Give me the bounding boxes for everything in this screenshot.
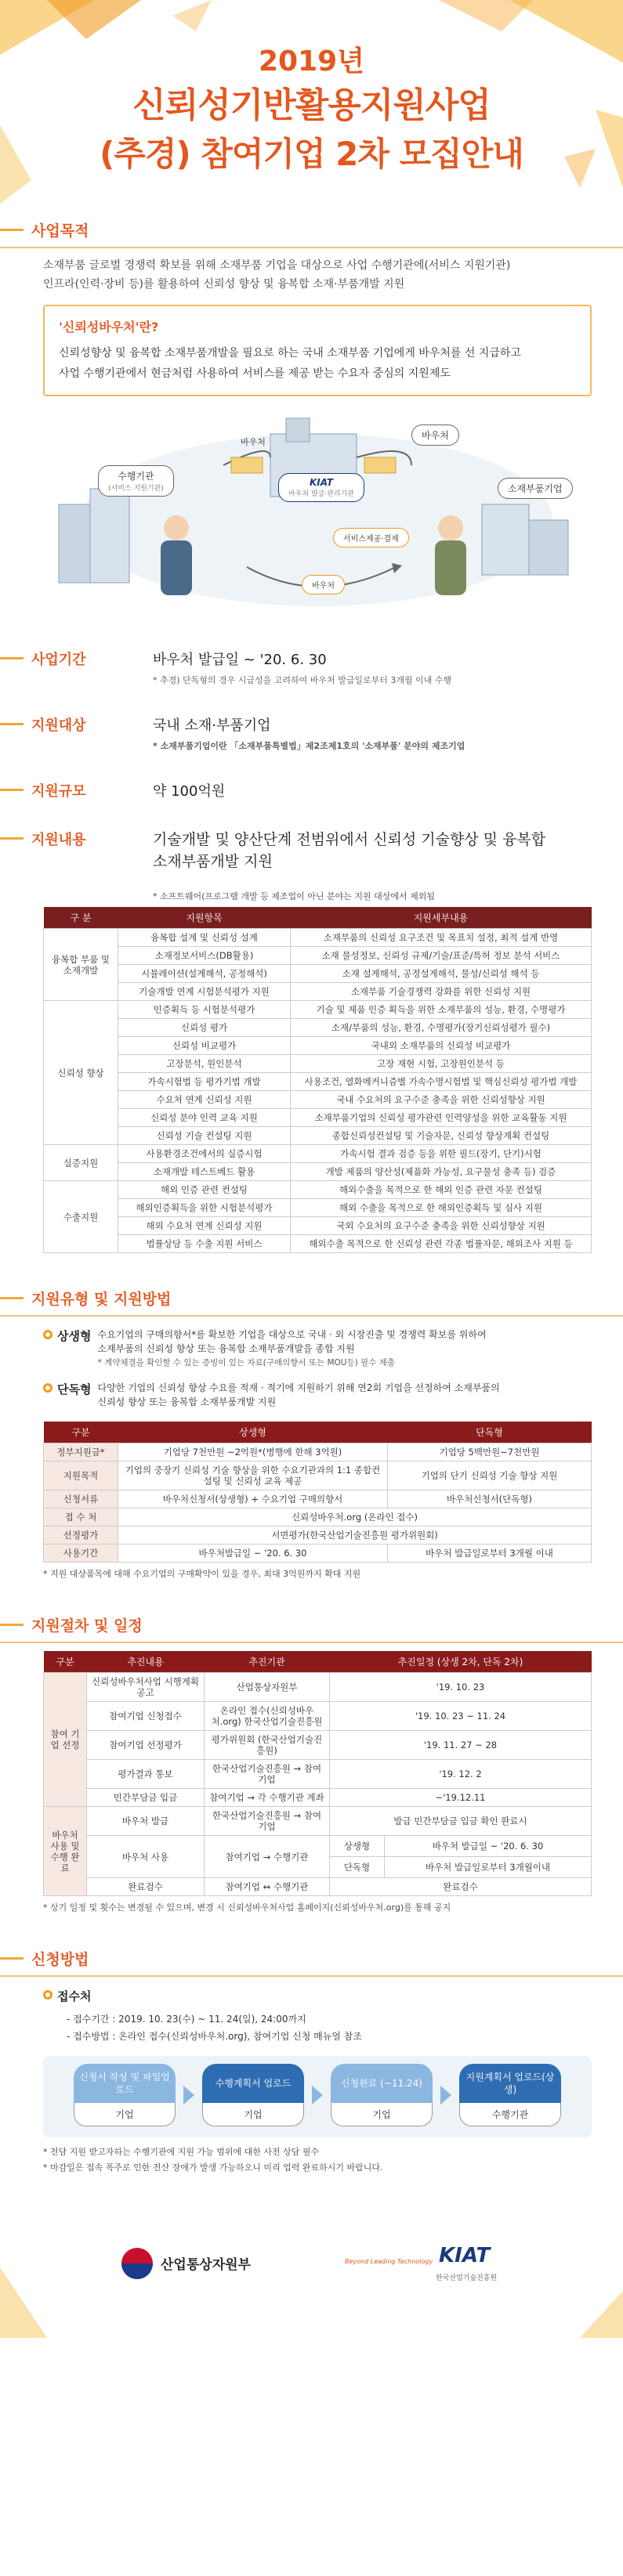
kiat-text: KIAT bbox=[309, 477, 334, 488]
support-category: 실증지원 bbox=[44, 1145, 118, 1181]
table-cell: 바우처신청서(상생형) + 수요기업 구매의향서 bbox=[118, 1490, 388, 1508]
table-row bbox=[44, 1163, 592, 1181]
footer-decoration bbox=[0, 2220, 623, 2338]
target-value: 국내 소재·부품기업 bbox=[153, 717, 271, 734]
table-cell: 국외 수요처의 요구수준 충족을 위한 신뢰성향상 지원 bbox=[291, 1217, 592, 1235]
type-sangsaeng-desc1: 수요기업의 구매의향서*를 확보한 기업을 대상으로 국내 · 외 시장진출 및 경쟁력 확보를 위하여 bbox=[97, 1329, 487, 1340]
table-header-row bbox=[44, 907, 592, 929]
table-cell: 평가위원회 (한국산업기술진흥원) bbox=[205, 1731, 330, 1760]
flow-step-top: 신청완료 (~11.24) bbox=[331, 2064, 433, 2103]
support-category: 융복합 부품 및소재개발 bbox=[44, 929, 118, 1001]
table-cell: 온라인 접수(신뢰성바우처.org) 한국산업기술진흥원 bbox=[205, 1702, 330, 1731]
table-cell: 소재정보서비스(DB활용) bbox=[118, 947, 291, 965]
period-value-block bbox=[153, 649, 451, 686]
table-cell: 참여기업 선정평가 bbox=[87, 1731, 205, 1760]
table-cell: 기업의 중장기 신뢰성 기술 향상을 위한 수요기관과의 1:1 종합컨설팅 및 신뢰성 교육 제공 bbox=[118, 1461, 388, 1490]
table-row bbox=[44, 1526, 592, 1545]
table-cell: 국내외 소재부품의 신뢰성 비교평가 bbox=[291, 1037, 592, 1055]
table-row bbox=[44, 1878, 592, 1896]
voucher-definition-title: '신뢰성바우처'란? bbox=[59, 320, 159, 334]
table-row bbox=[44, 1199, 592, 1217]
table-cell: 해외 수요처 연계 신뢰성 지원 bbox=[118, 1217, 291, 1235]
period-row bbox=[31, 649, 592, 686]
supplier-text: 수행기관 bbox=[118, 471, 154, 482]
table-cell: 신뢰성바우처사업 시행계획 공고 bbox=[87, 1673, 205, 1702]
table-row bbox=[44, 1461, 592, 1490]
support-content-body bbox=[44, 929, 592, 1253]
voucher-label-right: 바우처 bbox=[411, 425, 459, 446]
bullet-icon bbox=[43, 1990, 53, 2000]
table-row bbox=[44, 947, 592, 965]
ministry-logo-text: 산업통상자원부 bbox=[161, 2257, 251, 2273]
table-cell: 사용조건, 열화메커니즘별 가속수명시험법 및 핵심신뢰성 평가법 개발 bbox=[291, 1073, 592, 1091]
section-bar bbox=[0, 789, 24, 791]
table-cell: 시뮬레이션(설계해석, 공정해석) bbox=[118, 965, 291, 983]
flow-step-bottom: 기업 bbox=[202, 2103, 304, 2126]
type-sangsaeng-note: * 계약체결을 확인할 수 있는 증빙이 있는 자료(구매의향서 또는 MOU등) 필수 제출 bbox=[97, 1358, 395, 1367]
apply-sub-row bbox=[43, 1988, 592, 2004]
content-value1: 기술개발 및 양산단계 전범위에서 신뢰성 기술향상 및 융복합 bbox=[153, 831, 546, 848]
table-row bbox=[44, 1235, 592, 1253]
table-header: 지원항목 bbox=[118, 907, 291, 929]
target-note: * 소재부품기업이란 「소재부품특별법」제2조제1호의 '소재부품' 분야의 제조기업 bbox=[153, 741, 465, 751]
table-cell: 산업통상자원부 bbox=[205, 1673, 330, 1702]
arrow-right-icon bbox=[312, 2086, 323, 2105]
flow-step-bottom: 기업 bbox=[74, 2103, 176, 2126]
apply-section bbox=[0, 1948, 623, 2173]
hero-banner bbox=[0, 0, 623, 204]
supplier-sub: (서비스 지원기관) bbox=[108, 485, 164, 493]
table-cell: 참여기업 ↔ 수행기관 bbox=[205, 1878, 330, 1896]
type-sangsaeng-desc bbox=[97, 1328, 486, 1370]
table-row bbox=[44, 1109, 592, 1127]
table-header: 추진기관 bbox=[205, 1651, 330, 1673]
table-row bbox=[44, 1760, 592, 1789]
table-cell: 참여기업 신청접수 bbox=[87, 1702, 205, 1731]
table-cell: 소재부품 기술경쟁력 강화를 위한 신뢰성 지원 bbox=[291, 983, 592, 1001]
table-row bbox=[44, 1545, 592, 1563]
process-cat2: 바우처 사용 및 수행 완료 bbox=[44, 1807, 87, 1896]
period-value: 바우처 발급일 ~ '20. 6. 30 bbox=[153, 652, 327, 668]
bullet-icon bbox=[43, 1330, 53, 1339]
table-row bbox=[44, 1127, 592, 1145]
process-title: 지원절차 및 일정 bbox=[31, 1617, 143, 1635]
purpose-title: 사업목적 bbox=[31, 222, 89, 240]
process-table bbox=[43, 1651, 592, 1896]
table-row bbox=[44, 1217, 592, 1235]
table-row bbox=[44, 1673, 592, 1702]
table-row bbox=[44, 1508, 592, 1526]
arrow-right-icon bbox=[183, 2086, 194, 2105]
table-cell: 바우처 발급 bbox=[87, 1807, 205, 1836]
types-section bbox=[0, 1288, 623, 1580]
table-row bbox=[44, 1807, 592, 1836]
table-row bbox=[44, 1091, 592, 1109]
flow-step-1 bbox=[74, 2064, 176, 2126]
table-row bbox=[44, 1037, 592, 1055]
table-cell: 해외수출 목적으로 한 신뢰성 관련 각종 법률자문, 해외조사 지원 등 bbox=[291, 1235, 592, 1253]
scale-key bbox=[31, 780, 153, 800]
apply-header bbox=[31, 1948, 592, 1969]
table-row bbox=[44, 1490, 592, 1508]
table-row bbox=[44, 1055, 592, 1073]
table-cell: 소재개발 테스트베드 활용 bbox=[118, 1163, 291, 1181]
table-cell: 가속시험법 등 평가기법 개발 bbox=[118, 1073, 291, 1091]
table-cell: 완료검수 bbox=[330, 1878, 592, 1896]
table-cell: 소재/부품의 성능, 환경, 수명평가(장기신뢰성평가 필수) bbox=[291, 1019, 592, 1037]
type-sangsaeng-desc2: 소재부품의 신뢰성 향상 또는 융복합 소재부품개발을 종합 지원 bbox=[97, 1343, 355, 1354]
supplier-label bbox=[98, 465, 174, 497]
table-row bbox=[44, 1731, 592, 1760]
types-row-label: 지원목적 bbox=[44, 1461, 118, 1490]
hero-title: 신뢰성기반활용지원사업 bbox=[132, 85, 491, 125]
section-bar bbox=[0, 657, 24, 659]
table-cell: 발급 민간부담금 입금 확인 완료시 bbox=[330, 1807, 592, 1836]
period-key bbox=[31, 649, 153, 686]
table-cell: '19. 10. 23 bbox=[330, 1673, 592, 1702]
hero-year: 2019년 bbox=[259, 45, 364, 78]
flow-step-2 bbox=[202, 2064, 304, 2126]
table-cell: 바우처 발급일로부터 3개월 이내 bbox=[388, 1545, 592, 1563]
table-cell: 참여기업 → 각 수행기관 계좌 bbox=[205, 1789, 330, 1807]
table-cell: 신뢰성 분야 인력 교육 지원 bbox=[118, 1109, 291, 1127]
types-row-label: 사용기간 bbox=[44, 1545, 118, 1563]
table-header: 지원세부내용 bbox=[291, 907, 592, 929]
purpose-header bbox=[31, 219, 592, 240]
table-cell: '19. 12. 2 bbox=[330, 1760, 592, 1789]
flow-step-bottom: 수행기관 bbox=[459, 2103, 561, 2126]
process-section bbox=[0, 1614, 623, 1913]
table-row bbox=[44, 983, 592, 1001]
table-cell: 신뢰성바우처.org (온라인 접수) bbox=[118, 1508, 592, 1526]
purpose-line1: 소재부품 글로벌 경쟁력 확보를 위해 소재부품 기업을 대상으로 사업 수행기관에(서비스 지원기관) bbox=[43, 259, 511, 272]
table-row bbox=[44, 1702, 592, 1731]
table-cell: 국내 수요처의 요구수준 충족을 위한 신뢰성향상 지원 bbox=[291, 1091, 592, 1109]
table-row bbox=[44, 1181, 592, 1199]
table-cell: 수요처 연계 신뢰성 지원 bbox=[118, 1091, 291, 1109]
scale-row bbox=[31, 780, 592, 800]
table-row bbox=[44, 1145, 592, 1163]
arrow-right-icon bbox=[440, 2086, 451, 2105]
table-cell: 해외수출을 목적으로 한 해외 인증 관련 자문 컨설팅 bbox=[291, 1181, 592, 1199]
voucher-definition-line2: 사업 수행기관에서 현금처럼 사용하여 서비스를 제공 받는 수요자 중심의 지원제도 bbox=[59, 367, 451, 380]
type-dandok-desc1: 다양한 기업의 신뢰성 향상 수요를 적재 · 적기에 지원하기 위해 연2회 기업을 선정하여 소재부품의 bbox=[97, 1382, 500, 1393]
process-note: * 상기 일정 및 횟수는 변경될 수 있으며, 변경 시 신뢰성바우처사업 홈페이지(신뢰성바우처.org)를 통해 공지 bbox=[43, 1902, 451, 1913]
diagram-illustration bbox=[43, 410, 592, 630]
table-cell bbox=[330, 1836, 592, 1857]
kiat-logo-sub: 한국산업기술진흥원 bbox=[436, 2274, 498, 2282]
table-row bbox=[44, 1073, 592, 1091]
table-cell: 가속시험 결과 검증 등을 위한 필드(장기, 단기)시험 bbox=[291, 1145, 592, 1163]
flow-step-top: 신청서 작성 및 파일업로드 bbox=[74, 2064, 176, 2103]
apply-sub: 접수처 bbox=[57, 1989, 92, 2003]
table-header: 추진내용 bbox=[87, 1651, 205, 1673]
types-row-label: 접 수 처 bbox=[44, 1508, 118, 1526]
kiat-slogan: Beyond Leading Technology bbox=[345, 2258, 433, 2265]
table-header: 상생형 bbox=[118, 1422, 388, 1443]
table-cell: 기업의 단기 신뢰성 기술 향상 지원 bbox=[388, 1461, 592, 1490]
type-dandok bbox=[43, 1381, 592, 1409]
flow-step-top: 지원계획서 업로드(상생) bbox=[459, 2064, 561, 2103]
table-header: 단독형 bbox=[388, 1422, 592, 1443]
types-row-label: 신청서류 bbox=[44, 1490, 118, 1508]
process-cat1: 참여 기업 선정 bbox=[44, 1673, 87, 1807]
table-cell: 완료검수 bbox=[87, 1878, 205, 1896]
flow-step-bottom: 기업 bbox=[331, 2103, 433, 2126]
support-category: 신뢰성 향상 bbox=[44, 1001, 118, 1145]
section-bar bbox=[0, 723, 24, 725]
table-cell: 한국산업기술진흥원 → 참여기업 bbox=[205, 1760, 330, 1789]
table-row bbox=[44, 1019, 592, 1037]
section-bar bbox=[0, 1957, 24, 1960]
content-key bbox=[31, 829, 153, 873]
table-cell: 융복합 설계 및 신뢰성 설계 bbox=[118, 929, 291, 947]
table-cell bbox=[330, 1857, 592, 1878]
content-row bbox=[31, 829, 592, 873]
flow-step-3 bbox=[331, 2064, 433, 2126]
apply-title: 신청방법 bbox=[31, 1951, 89, 1968]
table-cell: 민간부담금 입금 bbox=[87, 1789, 205, 1807]
table-row bbox=[44, 1836, 592, 1857]
target-row bbox=[31, 714, 592, 752]
type-dandok-name: 단독형 bbox=[57, 1382, 92, 1396]
section-bar bbox=[0, 229, 24, 231]
types-row-label: 선정평가 bbox=[44, 1526, 118, 1545]
table-cell: 해외 수출을 목적으로 한 해외인증획득 및 심사 지원 bbox=[291, 1199, 592, 1217]
apply-note1: * 전담 지원 받고자하는 수행기관에 지원 가능 범위에 대한 사전 상담 필수 bbox=[43, 2147, 320, 2157]
section-bar bbox=[0, 837, 24, 840]
divider bbox=[0, 1315, 623, 1317]
divider bbox=[0, 247, 623, 248]
apply-flow-box bbox=[43, 2056, 592, 2137]
target-title: 지원대상 bbox=[31, 717, 86, 734]
divider bbox=[0, 1642, 623, 1643]
table-header: 구분 bbox=[44, 1651, 87, 1673]
table-cell: 소재부품기업의 신뢰성 평가관련 인력양성을 위한 교육활동 지원 bbox=[291, 1109, 592, 1127]
flow-step-top: 수행계획서 업로드 bbox=[202, 2064, 304, 2103]
kiat-label bbox=[278, 473, 364, 502]
types-header bbox=[31, 1288, 592, 1309]
scale-title: 지원규모 bbox=[31, 783, 86, 800]
table-cell: 해외 인증 관련 컨설팅 bbox=[118, 1181, 291, 1199]
content-title: 지원내용 bbox=[31, 832, 86, 848]
table-cell: 소재 물성정보, 신뢰성 규제/기술/표준/특허 정보 분석 서비스 bbox=[291, 947, 592, 965]
hero-subtitle: (추경) 참여기업 2차 모집안내 bbox=[100, 135, 523, 173]
apply-flow bbox=[43, 2064, 592, 2126]
table-cell: 신뢰성 비교평가 bbox=[118, 1037, 291, 1055]
apply-line1: - 접수기간 : 2019. 10. 23(수) ~ 11. 24(일), 24:00까지 bbox=[67, 2014, 306, 2025]
table-cell: 신뢰성 기술 컨설팅 지원 bbox=[118, 1127, 291, 1145]
table-cell: 법률상담 등 수출 지원 서비스 bbox=[118, 1235, 291, 1253]
scale-value-block bbox=[153, 780, 225, 800]
scale-value: 약 100억원 bbox=[153, 783, 226, 800]
table-cell: 개발 제품의 양산성(제품화 가능성, 요구물성 충족 등) 검증 bbox=[291, 1163, 592, 1181]
table-cell: 신뢰성 평가 bbox=[118, 1019, 291, 1037]
types-table-body bbox=[44, 1443, 592, 1563]
type-dandok-desc bbox=[97, 1381, 499, 1409]
period-section bbox=[0, 649, 623, 1253]
process-table-body bbox=[44, 1673, 592, 1896]
company-label: 소재부품기업 bbox=[498, 478, 573, 499]
table-cell: 한국산업기술진흥원 → 참여기업 bbox=[205, 1807, 330, 1836]
table-cell: 사용환경조건에서의 실증시험 bbox=[118, 1145, 291, 1163]
apply-details bbox=[67, 2011, 592, 2045]
table-cell: 소재 설계해석, 공정설계해석, 물성/신뢰성 해석 등 bbox=[291, 965, 592, 983]
voucher-label-bottom: 바우처 bbox=[302, 575, 345, 594]
voucher-definition-line1: 신뢰성향상 및 융복합 소재부품개발을 필요로 하는 국내 소재부품 기업에게 바우처를 선 지급하고 bbox=[59, 347, 521, 359]
content-value2: 소재부품개발 지원 bbox=[153, 853, 273, 870]
voucher-flow-diagram bbox=[43, 410, 592, 630]
table-cell: 바우처신청서(단독형) bbox=[388, 1490, 592, 1508]
purpose-section bbox=[0, 219, 623, 630]
content-note: * 소프트웨어(프로그램 개발 등 제조업이 아닌 분야는 지원 대상에서 제외됨 bbox=[153, 891, 436, 901]
apply-note2: * 마감일은 접속 폭주로 인한 전산 장애가 발생 가능하오니 미리 업력 완료하시기 바랍니다. bbox=[43, 2162, 383, 2173]
section-bar bbox=[0, 1624, 24, 1626]
types-note: * 지원 대상품목에 대해 수요기업의 구매확약이 있을 경우, 최대 3억원까지 확대 지원 bbox=[43, 1569, 361, 1579]
type-sangsaeng bbox=[43, 1328, 592, 1370]
table-cell: 고장 재현 시험, 고장원인분석 등 bbox=[291, 1055, 592, 1073]
divider bbox=[0, 1975, 623, 1977]
table-cell: '19. 11. 27 ~ 28 bbox=[330, 1731, 592, 1760]
table-cell: 기업당 5백만원~7천만원 bbox=[388, 1443, 592, 1461]
table-cell: 기술 및 제품 인증 획득을 위한 소재부품의 성능, 환경, 수명평가 bbox=[291, 1001, 592, 1019]
table-header: 구분 bbox=[44, 1422, 118, 1443]
types-table bbox=[43, 1422, 592, 1563]
target-key bbox=[31, 714, 153, 752]
support-content-table bbox=[43, 907, 592, 1253]
table-cell: 서면평가(한국산업기술진흥원 평가위원회) bbox=[118, 1526, 592, 1545]
table-cell: 기술개발 연계 시험분석평가 지원 bbox=[118, 983, 291, 1001]
use-dandok-label: 단독형 bbox=[330, 1857, 385, 1877]
voucher-label-left: 바우처 bbox=[241, 437, 266, 447]
voucher-definition-box bbox=[43, 305, 592, 396]
target-value-block bbox=[153, 714, 465, 752]
use-sangsaeng-label: 상생형 bbox=[330, 1836, 385, 1856]
table-cell: 종합신뢰성컨설팅 및 기술자문, 신뢰성 향상계획 컨설팅 bbox=[291, 1127, 592, 1145]
table-header: 구 분 bbox=[44, 907, 118, 929]
table-cell: ~'19.12.11 bbox=[330, 1789, 592, 1807]
table-row bbox=[44, 929, 592, 947]
process-header bbox=[31, 1614, 592, 1635]
table-header-row bbox=[44, 1651, 592, 1673]
service-label: 서비스제공·결제 bbox=[333, 528, 409, 547]
table-header: 추진일정 (상생 2차, 단독 2차) bbox=[330, 1651, 592, 1673]
table-cell: 기업당 7천만원 ~2억원*(병행에 한해 3억원) bbox=[118, 1443, 388, 1461]
table-cell: 참여기업 → 수행기관 bbox=[205, 1836, 330, 1878]
period-note: * 추경) 단독형의 경우 시급성을 고려하여 바우처 발급일로부터 3개월 이내 수행 bbox=[153, 675, 452, 685]
type-dandok-desc2: 신뢰성 향상 또는 융복합 소재부품개발 지원 bbox=[97, 1396, 277, 1407]
table-cell: 고장분석, 원인분석 bbox=[118, 1055, 291, 1073]
period-title: 사업기간 bbox=[31, 652, 86, 668]
use-dandok-value: 바우처 발급일로부터 3개월이내 bbox=[425, 1862, 551, 1873]
table-row bbox=[44, 965, 592, 983]
purpose-line2: 인프라(인력·장비 등)를 활용하여 신뢰성 향상 및 융복합 소재·부품개발 지원 bbox=[43, 278, 405, 291]
type-sangsaeng-name: 상생형 bbox=[57, 1329, 92, 1343]
apply-line2: - 접수방법 : 온라인 접수(신뢰성바우처.org), 참여기업 신청 매뉴얼 참조 bbox=[67, 2031, 362, 2042]
table-row bbox=[44, 1789, 592, 1807]
bullet-icon bbox=[43, 1383, 53, 1393]
table-cell: 바우처발급일 ~ '20. 6. 30 bbox=[118, 1545, 388, 1563]
table-cell: 소재부품의 신뢰성 요구조건 및 목표치 설정, 최적 설계 반영 bbox=[291, 929, 592, 947]
footer bbox=[0, 2220, 623, 2338]
kiat-sub: 바우처 발급·관리기관 bbox=[288, 490, 354, 498]
use-sangsaeng-value: 바우처 발급일 ~ '20. 6. 30 bbox=[432, 1841, 544, 1852]
table-header-row bbox=[44, 1422, 592, 1443]
types-title: 지원유형 및 지원방법 bbox=[31, 1291, 172, 1308]
flow-step-4 bbox=[459, 2064, 561, 2126]
table-row bbox=[44, 1443, 592, 1461]
table-row bbox=[44, 1001, 592, 1019]
table-cell: 평가결과 통보 bbox=[87, 1760, 205, 1789]
table-cell: 인증획득 등 시험분석평가 bbox=[118, 1001, 291, 1019]
support-category: 수출지원 bbox=[44, 1181, 118, 1253]
table-cell: 해외인증획득을 위한 시험분석평가 bbox=[118, 1199, 291, 1217]
section-bar bbox=[0, 1297, 24, 1299]
content-value-block bbox=[153, 829, 545, 873]
table-cell: '19. 10. 23 ~ 11. 24 bbox=[330, 1702, 592, 1731]
table-cell: 바우처 사용 bbox=[87, 1836, 205, 1878]
kiat-logo-text: KIAT bbox=[439, 2244, 491, 2267]
types-row-label: 정부지원금* bbox=[44, 1443, 118, 1461]
